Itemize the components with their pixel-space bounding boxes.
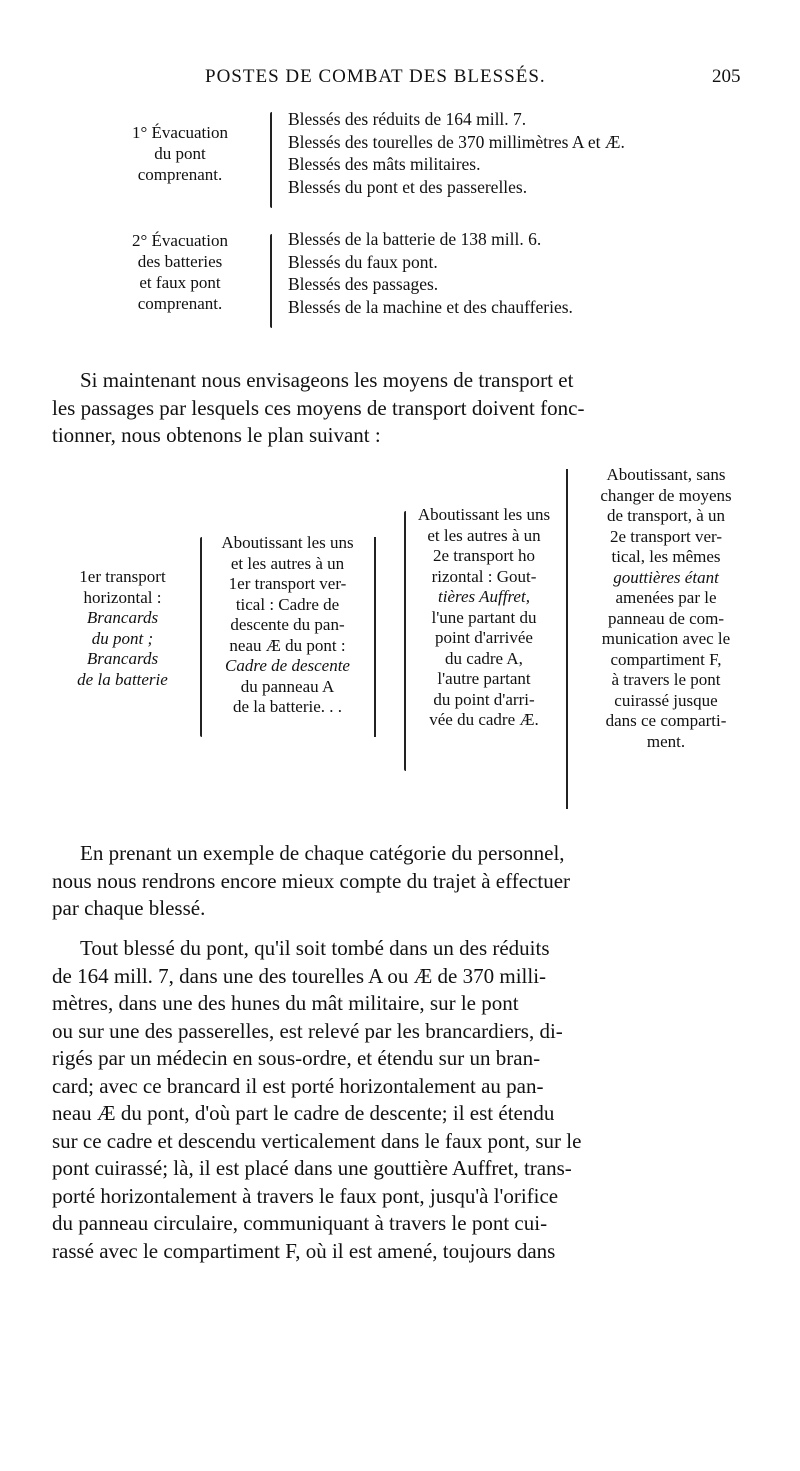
evacuation-1-items: [288, 108, 625, 198]
plan-col-2: [205, 533, 370, 718]
plan-line: amenées par le: [615, 588, 717, 607]
evacuation-1-label-line: 1° Évacuation: [131, 123, 228, 142]
evacuation-item: Blessés des mâts militaires.: [288, 154, 481, 174]
plan-line: et les autres à un: [427, 525, 541, 545]
plan-line: de la batterie: [77, 669, 168, 689]
paragraph-line: porté horizontalement à travers le faux pont, jusqu'à l'orifice: [52, 1183, 559, 1208]
paragraph-line: ou sur une des passerelles, est relevé par les brancardiers, di-: [52, 1018, 563, 1043]
paragraph-line: nous nous rendrons encore mieux compte du trajet à effectuer: [52, 868, 571, 893]
evacuation-2-label-line: et faux pont: [139, 273, 221, 292]
evacuation-item: Blessés des tourelles de 370 millimètres A et Æ.: [288, 131, 625, 152]
plan-col-1: [50, 567, 195, 690]
plan-line: horizontal :: [83, 587, 162, 607]
plan-line: Aboutissant les uns: [221, 533, 354, 552]
plan-line: changer de moyens: [600, 485, 732, 505]
evacuation-item: Blessés de la batterie de 138 mill. 6.: [288, 229, 542, 249]
plan-line: 1er transport: [79, 567, 166, 586]
body-paragraph-1: [52, 840, 752, 923]
plan-line: dans ce comparti-: [605, 711, 727, 730]
evacuation-2-label: [100, 230, 260, 314]
running-title: POSTES DE COMBAT DES BLESSÉS.: [205, 66, 546, 87]
paragraph-line: par chaque blessé.: [52, 896, 206, 920]
plan-line: Brancards: [86, 649, 159, 668]
page-header: [0, 66, 800, 96]
plan-line: tical : Cadre de: [235, 594, 340, 614]
plan-line: neau Æ du pont :: [229, 635, 346, 655]
plan-line: panneau de com-: [607, 608, 725, 628]
plan-line: du panneau A: [240, 676, 335, 696]
brace: [270, 234, 272, 328]
plan-line: ment.: [646, 731, 686, 751]
plan-col-3: [405, 505, 563, 731]
paragraph-line: de 164 mill. 7, dans une des tourelles A ou Æ de 370 milli-: [52, 963, 547, 988]
paragraph-line: neau Æ du pont, d'où part le cadre de descente; il est étendu: [52, 1101, 555, 1125]
plan-line: du pont ;: [91, 628, 154, 648]
plan-line: descente du pan-: [230, 615, 345, 634]
paragraph-line: pont cuirassé; là, il est placé dans une gouttière Auffret, trans-: [52, 1156, 572, 1180]
body-paragraph-2: [52, 935, 752, 1265]
plan-brace: [374, 537, 376, 737]
plan-line: Aboutissant, sans: [606, 465, 726, 484]
plan-line: du cadre A,: [445, 648, 523, 668]
evacuation-1-label-line: du pont: [154, 144, 206, 163]
paragraph-line: mètres, dans une des hunes du mât militaire, sur le pont: [52, 991, 519, 1015]
plan-brace: [566, 469, 568, 809]
plan-brace: [200, 537, 202, 737]
plan-line: l'autre partant: [437, 669, 531, 688]
paragraph-line: sur ce cadre et descendu verticalement dans le faux pont, sur le: [52, 1128, 582, 1153]
plan-line: Cadre de descente: [225, 656, 350, 675]
evacuation-item: Blessés du faux pont.: [288, 251, 438, 272]
evacuation-item: Blessés du pont et des passerelles.: [288, 176, 528, 197]
plan-line: 1er transport ver-: [228, 574, 347, 593]
plan-line: tières Auffret,: [438, 587, 530, 606]
brace: [270, 112, 272, 208]
plan-line: l'une partant du: [431, 607, 537, 627]
plan-line: de la batterie. . .: [232, 697, 343, 716]
paragraph-line: tionner, nous obtenons le plan suivant :: [52, 423, 381, 447]
evacuation-2-label-line: des batteries: [137, 252, 223, 271]
plan-line: vée du cadre Æ.: [429, 710, 539, 729]
paragraph-line: En prenant un exemple de chaque catégorie du personnel,: [80, 841, 565, 865]
evacuation-2-items: [288, 228, 573, 318]
paragraph-line: Si maintenant nous envisageons les moyens de transport et: [80, 368, 574, 392]
plan-line: 2e transport ho: [433, 546, 535, 565]
transport-plan: [0, 465, 800, 825]
plan-line: point d'arrivée: [435, 628, 533, 647]
plan-line: et les autres à un: [230, 553, 345, 573]
evacuation-item: Blessés de la machine et des chaufferies.: [288, 296, 573, 317]
plan-line: compartiment F,: [610, 649, 722, 669]
plan-line: Brancards: [86, 608, 159, 627]
evacuation-2-label-line: 2° Évacuation: [131, 231, 228, 250]
plan-line: de transport, à un: [606, 506, 726, 525]
evacuation-du-pont: [0, 108, 800, 218]
plan-line: munication avec le: [601, 629, 731, 648]
page-number: 205: [712, 66, 741, 87]
paragraph-line: card; avec ce brancard il est porté horizontalement au pan-: [52, 1073, 544, 1098]
plan-line: Aboutissant les uns: [417, 505, 551, 524]
paragraph-line: du panneau circulaire, communiquant à travers le pont cui-: [52, 1211, 548, 1235]
plan-line: 2e transport ver-: [609, 526, 722, 546]
paragraph-line: les passages par lesquels ces moyens de transport doivent fonc-: [52, 395, 585, 420]
evacuation-1-label: [100, 122, 260, 185]
evacuation-item: Blessés des réduits de 164 mill. 7.: [288, 109, 527, 129]
plan-line: tical, les mêmes: [611, 547, 721, 566]
evacuation-des-batteries: [0, 228, 800, 338]
plan-col-4: [576, 465, 756, 752]
intro-paragraph: [52, 367, 752, 450]
plan-line: cuirassé jusque: [614, 690, 718, 710]
paragraph-line: Tout blessé du pont, qu'il soit tombé dans un des réduits: [80, 936, 550, 960]
paragraph-line: rassé avec le compartiment F, où il est amené, toujours dans: [52, 1238, 556, 1263]
plan-line: gouttières étant: [613, 567, 719, 587]
paragraph-line: rigés par un médecin en sous-ordre, et étendu sur un bran-: [52, 1046, 541, 1070]
plan-line: du point d'arri-: [433, 689, 535, 709]
evacuation-1-label-line: comprenant.: [137, 165, 223, 184]
plan-line: rizontal : Gout-: [431, 566, 537, 586]
evacuation-item: Blessés des passages.: [288, 274, 439, 294]
evacuation-2-label-line: comprenant.: [137, 294, 223, 313]
plan-line: à travers le pont: [611, 670, 721, 689]
